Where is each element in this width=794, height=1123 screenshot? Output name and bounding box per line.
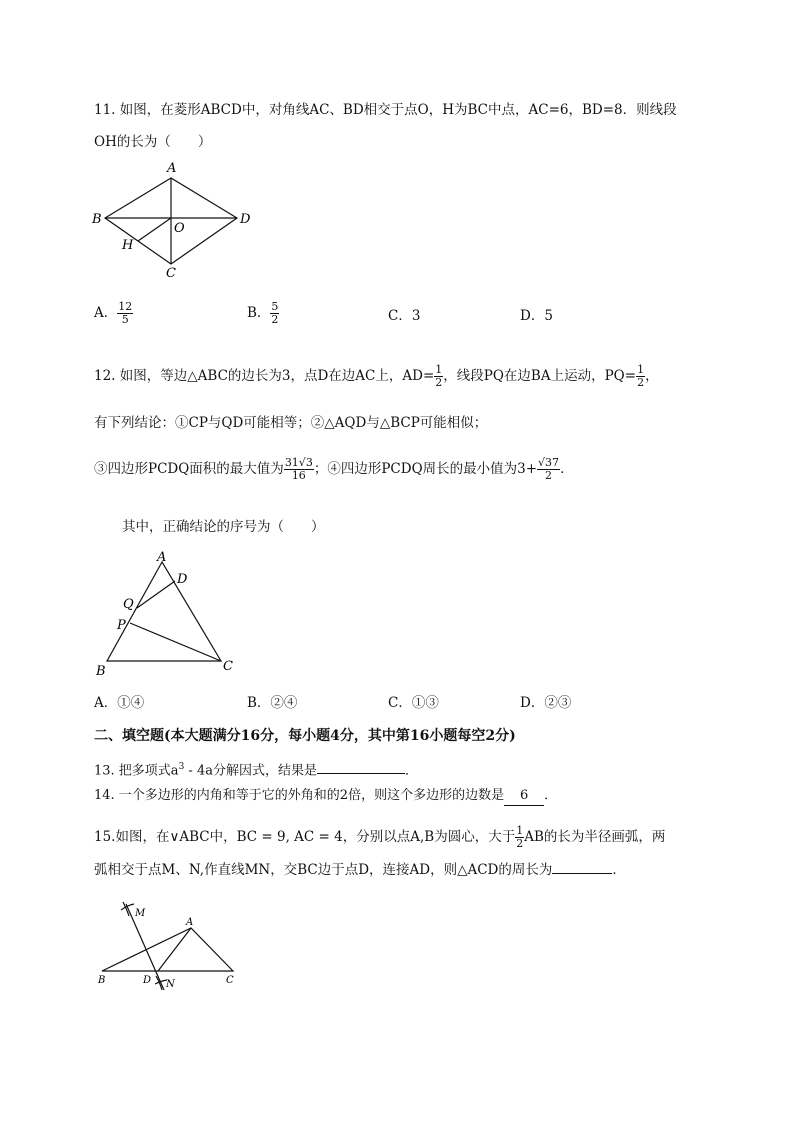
q12-label-a: A (157, 550, 167, 565)
q11-line1: 11. 如图，在菱形ABCD中，对角线AC、BD相交于点O，H为BC中点，AC=6，BD=8．则线段 (94, 102, 677, 118)
q11-line2: OH的长为（ ） (94, 134, 212, 150)
q12-line2: 有下列结论：①CP与QD可能相等；②△AQD与△BCP可能相似； (94, 415, 488, 431)
q15-construction-figure (90, 896, 250, 992)
q11-label-h: H (122, 238, 134, 253)
q15-line1: 15.如图，在∨ABC中，BC = 9, AC = 4，分别以点A,B为圆心，大于 $\frac{1}{2}$ AB的长为半径画弧，两 (94, 824, 666, 850)
q14: 14. 一个多边形的内角和等于它的外角和的2倍，则这个多边形的边数是 6 ． (94, 787, 557, 806)
q15-answer-blank (552, 873, 612, 874)
q11-option-d: D．5 (520, 308, 553, 324)
segment-pc (130, 623, 221, 661)
q14-answer: 6 (504, 787, 544, 806)
q11-label-b: B (92, 212, 102, 227)
q11-rhombus-figure (88, 156, 258, 282)
q15-line2: 弧相交于点M、N,作直线MN，交BC边于点D，连接AD，则△ACD的周长为 ． (94, 862, 626, 878)
q12-option-c: C．①③ (388, 695, 439, 711)
section-title: 二、填空题(本大题满分16分，每小题4分，其中第16小题每空2分) (94, 728, 516, 744)
q11-option-a: A． $\frac{12}{5}$ (94, 300, 133, 326)
q15-label-n: N (166, 979, 175, 990)
q15-label-m: M (135, 908, 146, 919)
q12-label-q: Q (123, 597, 134, 612)
q11-option-b: B． $\frac{5}{2}$ (247, 300, 279, 326)
q13-answer-blank (317, 773, 405, 774)
q12-line1: 12. 如图，等边△ABC的边长为3，点D在边AC上，AD= $\frac{1}{2}$ ，线段PQ在边BA上运动，PQ= $\frac{1}{2}$ ， (94, 363, 659, 389)
segment-oh (138, 218, 171, 241)
q12-option-d: D．②③ (520, 695, 572, 711)
segment-qd (137, 581, 175, 608)
q12-label-b: B (96, 664, 106, 679)
q15-label-d: D (143, 975, 152, 986)
q15-label-a: A (186, 917, 194, 928)
q13: 13. 把多项式$a^3 - 4a$分解因式，结果是 ． (94, 762, 418, 779)
q15-label-b: B (98, 975, 106, 986)
q12-line4: 其中，正确结论的序号为（ ） (122, 519, 325, 535)
q12-line3: ③四边形PCDQ面积的最大值为 $\frac{31√3}{16}$ ；④四边形PCDQ周长的最小值为3+ $\frac{√37}{2}$ ． (94, 456, 574, 482)
q11-label-c: C (166, 266, 176, 281)
triangle-abc (102, 928, 233, 971)
q12-option-a: A．①④ (94, 695, 145, 711)
segment-ad (158, 928, 191, 971)
q12-label-p: P (117, 618, 126, 633)
q11-label-d: D (240, 212, 251, 227)
q12-label-d: D (177, 572, 188, 587)
q11-label-a: A (167, 161, 177, 176)
q12-label-c: C (223, 659, 233, 674)
q12-option-b: B．②④ (247, 695, 298, 711)
q15-label-c: C (226, 975, 234, 986)
q11-option-c: C．3 (388, 308, 421, 324)
q12-triangle-figure (90, 548, 250, 680)
q11-label-o: O (174, 221, 185, 236)
